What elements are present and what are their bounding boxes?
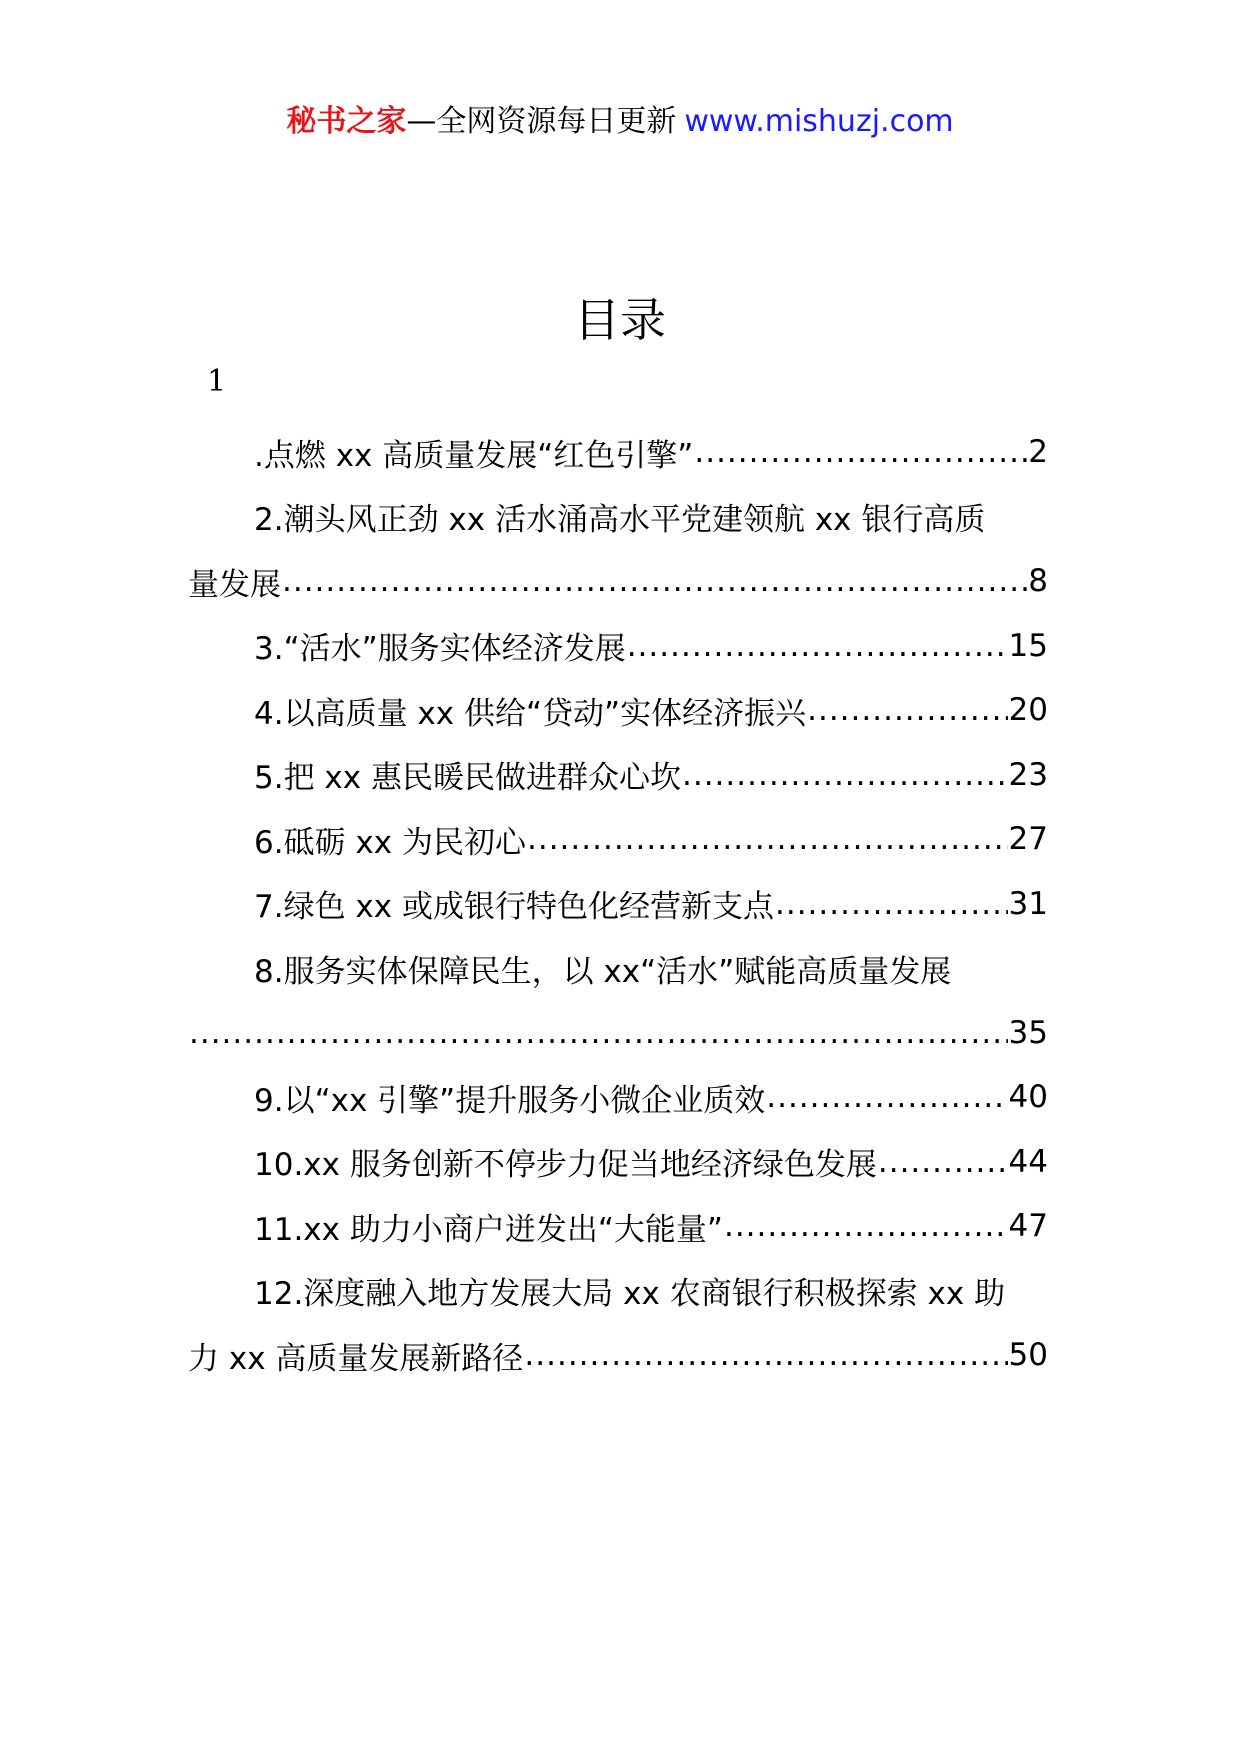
toc-entry-title: 5.把 xx 惠民暖民做进群众心坎 — [254, 760, 681, 797]
toc-page-number: 44 — [1008, 1143, 1048, 1180]
toc-leader-dots — [766, 1079, 1007, 1115]
toc-entry-title-line2: 力 xx 高质量发展新路径 — [188, 1340, 524, 1377]
toc-entry-title-line1: 2.潮头风正劲 xx 活水涌高水平党建领航 xx 银行高质 — [254, 502, 986, 539]
toc-page-number: 31 — [1008, 885, 1048, 922]
toc-leader-dots — [282, 563, 1027, 599]
site-header — [0, 100, 1240, 144]
toc-entry-title: .点燃 xx 高质量发展“红色引擎” — [254, 437, 694, 474]
toc-entry[interactable] — [188, 678, 1048, 743]
toc-entry-title: 3.“活水”服务实体经济发展 — [254, 631, 626, 668]
toc-page-number: 40 — [1008, 1079, 1048, 1116]
site-url-link[interactable]: www.mishuzj.com — [684, 104, 954, 139]
toc-leader-dots — [627, 628, 1008, 664]
toc-entry[interactable] — [188, 807, 1048, 872]
toc-entry-title: 11.xx 助力小商户迸发出“大能量” — [254, 1211, 723, 1248]
toc-entry-title: 9.以“xx 引擎”提升服务小微企业质效 — [254, 1082, 766, 1119]
toc-page-number: 50 — [1008, 1337, 1048, 1374]
table-of-contents — [188, 420, 1048, 1388]
toc-page-number: 27 — [1008, 821, 1048, 858]
toc-entry[interactable] — [188, 872, 1048, 937]
toc-entry[interactable] — [188, 1130, 1048, 1195]
toc-entry[interactable] — [188, 1194, 1048, 1259]
toc-page-number: 47 — [1008, 1208, 1048, 1245]
toc-entry-title: 4.以高质量 xx 供给“贷动”实体经济振兴 — [254, 695, 807, 732]
site-name: 秘书之家 — [286, 104, 407, 139]
toc-entry[interactable] — [188, 485, 1048, 614]
toc-entry[interactable] — [188, 1259, 1048, 1388]
toc-page-number: 15 — [1008, 627, 1048, 664]
toc-entry-title: 7.绿色 xx 或成银行特色化经营新支点 — [254, 889, 774, 926]
toc-leader-dots — [807, 692, 1007, 728]
toc-leader-dots — [189, 1015, 1008, 1051]
toc-leader-dots — [724, 1208, 1008, 1244]
site-tagline: —全网资源每日更新 — [406, 104, 677, 139]
toc-leader-dots — [694, 434, 1027, 470]
toc-entry-title-line2: 量发展 — [188, 566, 281, 603]
toc-leader-dots — [775, 886, 1008, 922]
toc-entry[interactable] — [188, 614, 1048, 679]
toc-page-number: 20 — [1008, 692, 1048, 729]
toc-page-number: 2 — [1028, 434, 1048, 471]
toc-page-number: 8 — [1028, 563, 1048, 600]
toc-entry-title-line1: 8.服务实体保障民生，以 xx“活水”赋能高质量发展 — [254, 953, 952, 990]
toc-page-number: 23 — [1008, 756, 1048, 793]
section-marker: 1 — [207, 364, 227, 399]
toc-entry-title: 6.砥砺 xx 为民初心 — [254, 824, 526, 861]
page-title: 目录 — [574, 293, 666, 347]
toc-entry[interactable] — [188, 420, 1048, 485]
toc-entry-title: 10.xx 服务创新不停步力促当地经济绿色发展 — [254, 1147, 877, 1184]
toc-leader-dots — [682, 757, 1008, 793]
toc-leader-dots — [524, 1337, 1007, 1373]
toc-entry[interactable] — [188, 743, 1048, 808]
toc-entry[interactable] — [188, 936, 1048, 1065]
toc-page-number: 35 — [1008, 1014, 1048, 1051]
toc-entry[interactable] — [188, 1065, 1048, 1130]
toc-leader-dots — [878, 1144, 1008, 1180]
toc-entry-title-line1: 12.深度融入地方发展大局 xx 农商银行积极探索 xx 助 — [254, 1276, 1006, 1313]
toc-leader-dots — [527, 821, 1008, 857]
